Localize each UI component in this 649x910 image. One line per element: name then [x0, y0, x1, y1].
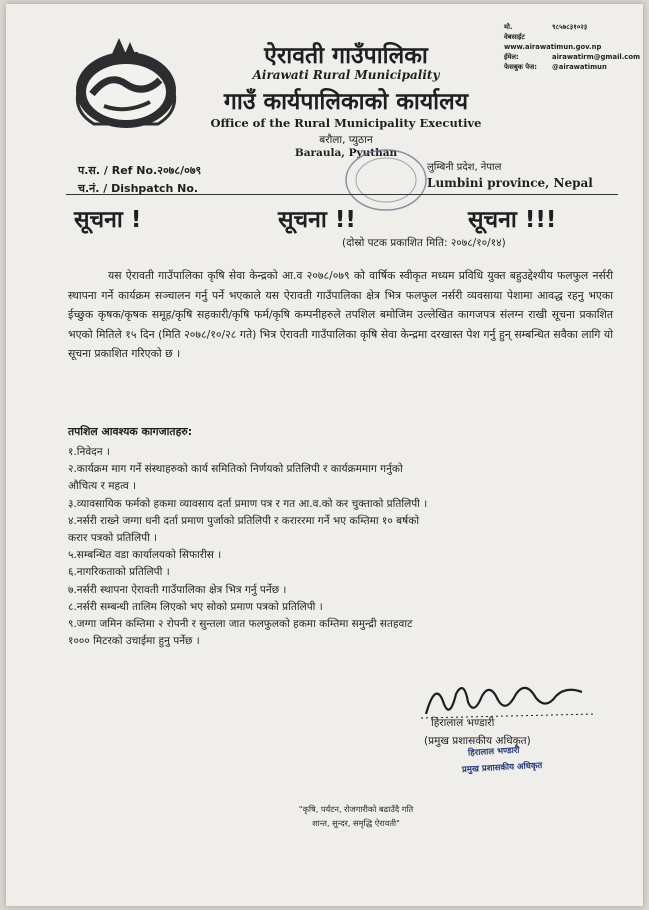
notice-paragraph: यस ऐरावती गाउँपालिका कृषि सेवा केन्द्रको आ.व २०७८/०७९ को वार्षिक स्वीकृत मध्यम प्रविधि युक्त बहुउद्देश्यीय फलफुल नर्सरी स्थापना गर्ने कार्यक्रम सञ्चालन गर्नु पर्ने भएकाले यस ऐरावती गाउँपालिका क्षेत्र भित्र फलफुल नर्सरी व्यवसाया पेशामा आवद्ध रहनु भएका ईच्छुक कृषक/कृषक समूह/कृषि सहकारी/कृषि फर्म/कृषि कम्पनीहरुले तपशिल बमोजिम उल्लेखित कागजपत्र संलग्न राखी सूचना प्रकाशित भएको मितिले १५ दिन (मिति २०७८/१०/२८ गते) भित्र ऐरावती गाउँपालिका कृषि सेवा केन्द्रमा दरखास्त पेश गर्नु हुन् सम्बन्धित सवैका लागि यो सूचना प्रकाशित गरिएको छ । [68, 269, 613, 360]
list-item: ९.जग्गा जमिन कम्तिमा २ रोपनी र सुन्तला जात फलफुलको हकमा कम्तिमा समुन्द्री सतहवाट [68, 618, 413, 631]
list-item: ७.नर्सरी स्थापना ऐरावती गाउँपालिका क्षेत्र भित्र गर्नु पर्नेछ । [68, 583, 287, 596]
ref-value: २०७८/०७९ [157, 164, 202, 177]
document-list [68, 444, 616, 650]
place-en: Baraula, Pyuthan [294, 147, 398, 159]
list-item: ५.सम्बन्धित वडा कार्यालयको सिफारीस । [68, 549, 222, 562]
list-item: १.निवेदन । [68, 446, 110, 458]
list-item: २.कार्यक्रम माग गर्ने संस्थाहरुको कार्य समितिको निर्णयको प्रतिलिपी र कार्यक्रममाग गर्नुको [68, 463, 403, 476]
email-value: airawatirm@gmail.com [552, 53, 641, 61]
place-np: बरौला, प्युठान [319, 134, 373, 146]
ref-label: प.स. / Ref No. [78, 164, 158, 177]
social-value: @airawatimun [552, 63, 607, 71]
list-item: ६.नागरिकताको प्रतिलिपी । [68, 566, 170, 579]
municipality-name-np: ऐरावती गाउँपालिका [264, 43, 428, 69]
contact-block [504, 22, 643, 72]
web-value: www.airawatimun.gov.np [504, 43, 602, 51]
list-item: १००० मिटरको उचाईमा हुनु पर्नेछ । [68, 635, 200, 648]
office-name-en: Office of the Rural Municipality Executive [210, 116, 482, 130]
signature-stamp-title: प्रमुख प्रशासकीय अधिकृत [461, 760, 543, 776]
slogan-line-1: "कृषि, पर्यटन, रोजगारीको बढाउँदै गति [298, 804, 414, 814]
notice-heading-2: सूचना !! [278, 207, 356, 233]
reference-block [78, 162, 201, 198]
municipality-name-en: Airawati Rural Municipality [252, 68, 440, 82]
list-item: औचित्य र महत्व । [68, 480, 137, 493]
dispatch-label: च.नं. / Dishpatch No. [78, 182, 199, 195]
notice-heading-1: सूचना ! [74, 207, 142, 233]
province-np: लुम्बिनी प्रदेश, नेपाल [427, 162, 502, 173]
signatory-title: (प्रमुख प्रशासकीय अधिकृत) [424, 735, 531, 747]
document-page [6, 4, 643, 906]
social-label: फेसबुक पेज: [504, 63, 537, 71]
republish-date: (दोस्रो पटक प्रकाशित मिति: २०७८/१०/१४) [342, 237, 506, 249]
list-item: ४.नर्सरी राख्ने जग्गा धनी दर्ता प्रमाण पुर्जाको प्रतिलिपी र कराररमा गर्ने भए कम्तिमा १० बर्षको [68, 514, 420, 527]
notice-heading-3: सूचना !!! [468, 207, 557, 233]
email-label: ईमेल: [504, 53, 519, 61]
header-divider [66, 194, 618, 195]
nepal-government-emblem-icon [64, 32, 184, 136]
signature-stamp-name: हिरालाल भण्डारी [467, 745, 520, 759]
signatory-name: हिरालाल भण्डारी [431, 717, 495, 729]
footer-slogan [256, 802, 456, 830]
province-en: Lumbini province, Nepal [427, 176, 593, 190]
document-list-title: तपशिल आवश्यक कागजातहरु: [68, 425, 193, 438]
list-item: ३.व्यावसायिक फर्मको हकमा व्यावसाय दर्ता प्रमाण पत्र र गत आ.व.को कर चुक्ताको प्रतिलिपी । [68, 497, 428, 510]
office-name-np: गाउँ कार्यपालिकाको कार्यालय [223, 89, 469, 115]
list-item: करार पत्रको प्रतिलिपी । [68, 532, 158, 545]
phone-label: मो. [504, 23, 513, 31]
list-item: ८.नर्सरी सम्बन्धी तालिम लिएको भए सोको प्रमाण पत्रको प्रतिलिपी । [68, 600, 323, 613]
web-label: वेबसाईट [504, 33, 525, 41]
slogan-line-2: शान्त, सुन्दर, समृद्धि ऐरावती" [312, 818, 400, 828]
phone-value: ९८५७८३१०२३ [552, 23, 588, 31]
